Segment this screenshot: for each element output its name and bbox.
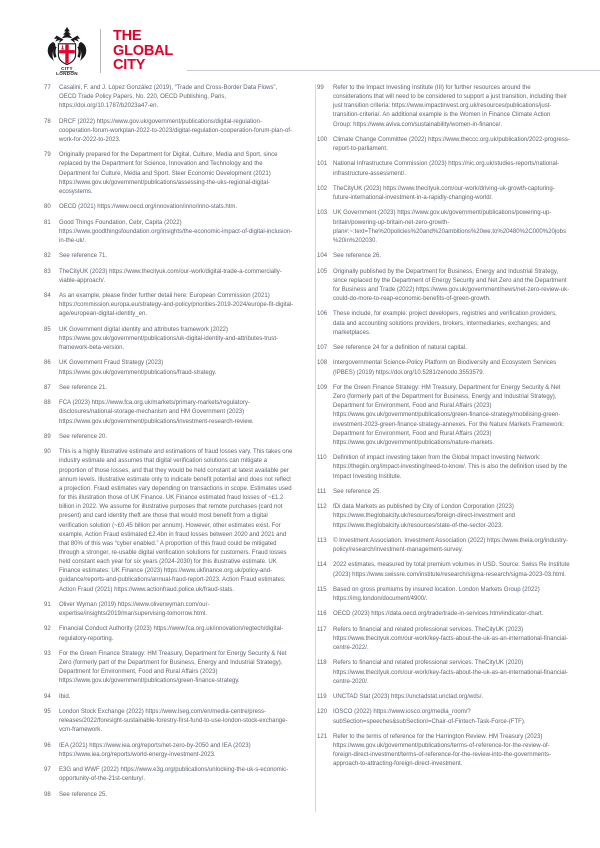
endnote-item: [317, 84, 570, 130]
wordmark-line-the: THE: [113, 28, 142, 45]
endnote-text: UK Government digital identity and attributes framework (2022) https://www.gov.uk/government/publications/uk-digital-identity-and-attributes-trust-framework-beta-version.: [59, 326, 279, 352]
endnote-number: 82: [44, 253, 51, 260]
endnote-number: 93: [44, 650, 51, 657]
endnote-number: 84: [44, 293, 51, 300]
endnote-text: Ibid.: [59, 693, 71, 700]
endnote-number: 97: [44, 767, 51, 774]
endnote-text: These include, for example: project developers, registries and verification providers, data and accounting solutions providers, brokers, intermediaries, exchanges; and marketplaces.: [333, 311, 557, 336]
endnote-number: 87: [44, 384, 51, 391]
endnote-number: 104: [317, 253, 328, 260]
endnote-number: 119: [317, 694, 327, 701]
endnote-number: 92: [44, 626, 51, 633]
endnote-number: 106: [317, 311, 328, 318]
column-divider: [315, 84, 316, 812]
endnote-number: 108: [317, 360, 328, 367]
endnote-item: [317, 561, 570, 579]
endnote-item: [317, 136, 570, 154]
endnote-text: Good Things Foundation, Cebr, Capita (2022) https://www.goodthingsfoundation.org/insights/the-economic-impact-of-digital-inclusion-in-the-uk/.: [59, 219, 293, 244]
endnote-text: FCA (2023) https://www.fca.org.uk/markets/primary-markets/regulatory-disclosures/national-storage-mechanism and HM Government (2023) https://www.gov.uk/government/publications/investment-research-review.: [59, 400, 254, 425]
endnote-number: 90: [44, 449, 51, 456]
endnote-text: UNCTAD Stat (2023) https://unctadstat.unctad.org/wds/.: [333, 694, 484, 701]
endnote-number: 105: [317, 268, 328, 275]
endnote-number: 114: [317, 562, 327, 569]
endnote-text: See reference 25.: [333, 488, 382, 495]
endnote-item: [44, 708, 295, 735]
endnote-number: 121: [317, 733, 328, 740]
endnote-text: This is a highly illustrative estimate and estimations of fraud losses vary. This takes one industry estimate and assumes that digital verification solutions can mitigate a proportion of those losses, and that they would be held constant at latest available per annum levels. Illustrative estimate only to indicate benefit potential and does not reflect a projection. Fraud estimates vary depending on transactions in scope. Estimates used for this illustration those of UK Finance. UK Finance estimated fraud losses of ~£1.2 billion in 2022. We assume for illustrative purposes that remote purchases (card not present) and card identity theft are those that would most benefit from a digital verification solution (~£0.45 billion per annum). However, other estimates exist. For example, Action Fraud estimated £2.4bn in fraud losses between 2020 and 2021 and that 80% of this was “cyber enabled.” A proportion of this fraud could be mitigated through a stronger, re-usable digital verification solutions for customers. Fraud losses held constant each year for six years (2024-2030) for this illustrative estimate. UK Finance estimates: UK Finance (2023) https://www.ukfinance.org.uk/policy-and-guidance/reports-and-publications/annual-fraud-report-2023. Action Fraud estimates: Action Fraud (2021) https://www.actionfraud.police.uk/fraud-stats.: [59, 449, 293, 593]
endnote-text: See reference 25.: [59, 791, 108, 798]
endnote-text: Refers to financial and related professional services. TheCityUK (2023) https://www.thecityuk.com/our-work/key-facts-about-the-uk-as-an-international-financial-centre-2022/.: [333, 626, 568, 652]
endnote-text: E3G and WWF (2022) https://www.e3g.org/publications/unlocking-the-uk-s-economic-opportunity-of-the-21st-century/.: [59, 767, 289, 783]
city-of-london-crest-icon: [44, 26, 90, 76]
endnote-item: [317, 626, 570, 653]
endnote-number: 78: [44, 118, 51, 125]
endnote-text: TheCityUK (2023) https://www.thecityuk.com/our-work/driving-uk-growth-capturing-future-international-investment-in-a-rapidly-changing-world/.: [333, 185, 555, 202]
endnote-item: [44, 84, 295, 111]
endnote-item: [317, 610, 570, 619]
wordmark-line-global: GLOBAL: [113, 42, 174, 59]
endnote-number: 101: [317, 161, 328, 168]
endnote-text: © Investment Association. Investment Association (2022) https://www.theia.org/industry-policy/research/investment-management-survey.: [333, 537, 569, 554]
wordmark-line-city: CITY: [113, 57, 146, 74]
endnote-number: 86: [44, 360, 51, 367]
endnote-text: See reference 20.: [59, 433, 108, 440]
endnote-number: 80: [44, 204, 51, 211]
endnote-number: 98: [44, 791, 51, 798]
endnote-item: [44, 252, 295, 261]
endnote-item: [317, 733, 570, 770]
endnote-item: [44, 625, 295, 643]
endnote-item: [44, 433, 295, 442]
endnote-text: See reference 26.: [333, 253, 382, 260]
endnote-item: [317, 586, 570, 604]
crest-label-london: LONDON: [56, 71, 78, 76]
endnote-item: [317, 708, 570, 726]
endnote-text: IOSCO (2022) https://www.iosco.org/media_room/?subSection=speeches&subSectionI=Chair-of-Fintech-Task-Force-(FTF).: [333, 709, 526, 725]
endnote-item: [317, 693, 570, 702]
brand-logo: [44, 26, 173, 76]
endnote-text: OECD (2021) https://www.oecd.org/innovation/inno/inno-stats.htm.: [59, 204, 238, 211]
endnote-text: Oliver Wyman (2019) https://www.oliverwyman.com/our-expertise/insights/2019/mar/supervising-tomorrow.html.: [59, 601, 210, 618]
endnote-text: Based on gross premiums by insured location. London Markets Group (2022) https://img.london/document/4900/.: [333, 586, 540, 603]
endnotes-column-left: [44, 84, 295, 830]
endnote-item: [44, 118, 295, 145]
endnote-item: [44, 693, 295, 702]
endnote-text: Casalini, F. and J. López González (2019), “Trade and Cross-Border Data Flows”, OECD Trade Policy Papers, No. 220, OECD Publishing, Paris, https://doi.org/10.1787/b2023a47-en.: [59, 85, 278, 110]
endnote-text: London Stock Exchange (2022) https://www.lseg.com/en/media-centre/press-releases/2022/foresight-sustainable-forestry-first-fund-to-use-london-stock-exchange-vcm-framework.: [59, 709, 288, 734]
endnote-item: [317, 310, 570, 337]
endnote-item: [317, 344, 570, 353]
endnote-number: 107: [317, 345, 328, 352]
endnote-item: [44, 791, 295, 800]
endnote-text: Financial Conduct Authority (2023) https://www.fca.org.uk/innovation/regtech/digital-regulatory-reporting.: [59, 626, 284, 642]
endnote-number: 109: [317, 384, 328, 391]
endnote-number: 85: [44, 326, 51, 333]
endnote-number: 88: [44, 400, 51, 407]
endnote-text: For the Green Finance Strategy: HM Treasury, Department for Energy Security & Net Zero (formerly part of the Department for Business, Energy and Industrial Strategy), Department for Environment, Food and Rural Affairs (2023) https://www.gov.uk/government/publications/green-finance-strategy/mobilising-green-investment-2023-green-finance-strategy-annexes. For the Nature Markets Framework: Department for Environment, Food and Rural Affairs (2023) https://www.gov.uk/government/publications/nature-markets.: [333, 384, 565, 446]
endnote-item: [317, 185, 570, 203]
endnote-text: See reference 21.: [59, 384, 108, 391]
endnote-item: [44, 219, 295, 246]
endnote-text: OECD (2023) https://data.oecd.org/trade/trade-in-services.htm#indicator-chart.: [333, 611, 544, 618]
endnote-text: Definition of impact investing taken from the Global Impact Investing Network: https://thegiin.org/impact-investing/need-to-know/. This is also the definition used by the Impact Investing Institute.: [333, 455, 568, 480]
endnotes-column-right: [317, 84, 570, 830]
endnote-item: [317, 503, 570, 530]
endnote-number: 89: [44, 433, 51, 440]
endnote-text: Refer to the Impact Investing Institute (III) for further resources around the considerations that will need to be considered to support a just transition, including their just transition criteria: https://www.impactinvest.org.uk/resources/publications/just-transition-criteria/. An additional example is the Women in Finance Climate Action Group: https://www.aviva.com/sustainability/women-in-finance/.: [333, 85, 567, 128]
endnote-number: 118: [317, 660, 327, 667]
endnote-number: 111: [317, 488, 327, 495]
crest-label-city: CITY: [61, 66, 73, 71]
endnote-number: 96: [44, 742, 51, 749]
endnote-text: UK Government Fraud Strategy (2023) https://www.gov.uk/government/publications/fraud-strategy.: [59, 360, 217, 376]
endnote-text: Originally published by the Department for Business, Energy and Industrial Strategy, since replaced by the Department of Energy Security and Net Zero and the Department for Business and Trade (2022) https://www.gov.uk/government/news/net-zero-review-uk-could-do-more-to-reap-economic-benefits-of-green-growth.: [333, 268, 570, 303]
endnote-item: [44, 448, 295, 595]
endnote-item: [44, 203, 295, 212]
endnote-number: 117: [317, 626, 327, 633]
endnote-number: 113: [317, 537, 327, 544]
endnote-number: 77: [44, 85, 51, 91]
endnote-number: 81: [44, 219, 51, 226]
endnote-number: 91: [44, 601, 51, 608]
page-header: [0, 24, 600, 78]
endnote-item: [44, 742, 295, 760]
endnote-item: [44, 601, 295, 619]
endnote-text: fDi data Markets as published by City of London Corporation (2023) https://www.theglobalcity.uk/resources/foreign-direct-investment and https://www.theglobalcity.uk/resources/state-of-the-sector-2023.: [333, 504, 516, 529]
endnote-number: 79: [44, 152, 51, 159]
endnote-item: [317, 488, 570, 497]
endnotes-container: [44, 84, 580, 830]
endnote-item: [44, 268, 295, 286]
endnote-number: 94: [44, 693, 51, 700]
endnote-number: 116: [317, 611, 327, 618]
endnote-text: Climate Change Committee (2022) https://www.theccc.org.uk/publication/2022-progress-report-to-parliament.: [333, 136, 570, 153]
endnote-text: Intergovernmental Science-Policy Platform on Biodiversity and Ecosystem Services (IPBES) (2019) https://doi.org/10.5281/zenodo.3553579.: [333, 360, 557, 376]
endnote-item: [44, 766, 295, 784]
endnote-item: [44, 384, 295, 393]
endnote-number: 100: [317, 136, 328, 143]
endnote-item: [317, 209, 570, 246]
endnote-text: TheCityUK (2023) https://www.thecityuk.com/our-work/digital-trade-a-commercially-viable-approach/.: [59, 268, 282, 284]
endnote-item: [317, 160, 570, 178]
endnote-item: [317, 454, 570, 481]
endnote-item: [317, 384, 570, 448]
endnote-number: 95: [44, 709, 51, 716]
endnote-item: [44, 359, 295, 377]
endnote-text: For the Green Finance Strategy: HM Treasury, Department for Energy Security & Net Zero (formerly part of the Department for Business, Energy and Industrial Strategy), Department for Environment, Food and Rural Affairs (2023) https://www.gov.uk/government/publications/green-finance-strategy.: [59, 650, 287, 685]
endnote-number: 120: [317, 709, 328, 716]
endnote-text: National Infrastructure Commission (2023) https://nic.org.uk/studies-reports/national-infrastructure-assessment/.: [333, 161, 560, 177]
endnote-text: See reference 71.: [59, 253, 108, 260]
endnote-item: [317, 659, 570, 686]
endnote-text: DRCF (2022) https://www.gov.uk/government/publications/digital-regulation-cooperation-forum-workplan-2022-to-2023/digital-regulation-cooperation-forum-plan-of-work-for-2022-to-2023.: [59, 118, 292, 143]
endnote-number: 115: [317, 586, 327, 593]
endnote-text: Refer to the terms of reference for the Harrington Review. HM Treasury (2023) https://www.gov.uk/government/publications/terms-of-reference-for-the-review-of-foreign-direct-investment/terms-of-reference-for-the-review-into-the-governments-approach-to-attracting-foreign-direct-investment.: [333, 733, 552, 768]
wordmark: [113, 29, 173, 73]
endnote-item: [44, 326, 295, 353]
endnote-text: IEA (2021) https://www.iea.org/reports/net-zero-by-2050 and IEA (2023) https://www.iea.org/reports/world-energy-investment-2023.: [59, 742, 251, 758]
endnote-item: [44, 650, 295, 687]
endnote-item: [44, 151, 295, 197]
endnote-item: [317, 268, 570, 305]
endnote-item: [317, 252, 570, 261]
endnote-number: 112: [317, 504, 327, 511]
endnote-text: UK Government (2023) https://www.gov.uk/government/publications/powering-up-britain/powering-up-britain-net-zero-growth-plan#:~:text=The%20policies%20and%20ambitions%20we,to%20480%2C000%20jobs%20in%202030.: [333, 210, 566, 244]
endnote-number: 103: [317, 210, 328, 217]
endnote-text: Originally prepared for the Department for Digital, Culture, Media and Sport, since replaced by the Department for Science, Innovation and Technology and the Department for Culture, Media and Sport. Steer Economic Development (2021) https://www.gov.uk/government/publications/assessing-the-uks-regional-digital-ecosystems.: [59, 152, 278, 195]
endnote-number: 99: [317, 85, 324, 91]
logo-divider: [100, 29, 101, 73]
endnote-number: 110: [317, 455, 327, 462]
endnote-text: 2022 estimates, measured by total premium volumes in USD. Source: Swiss Re Institute (2023) https://www.swissre.com/institute/research/sigma-research/sigma-2023-03.html.: [333, 562, 570, 578]
endnote-item: [44, 399, 295, 426]
endnote-item: [317, 537, 570, 555]
endnote-item: [44, 292, 295, 319]
endnote-number: 83: [44, 268, 51, 275]
endnote-text: As an example, please finder further detail here: European Commission (2021) https://commission.europa.eu/strategy-and-policy/priorities-2019-2024/europe-fit-digital-age/european-digital-identity_en.: [59, 293, 294, 318]
endnote-number: 102: [317, 185, 328, 192]
header-rule: [187, 70, 600, 71]
endnote-item: [317, 359, 570, 377]
endnote-text: Refers to financial and related professional services. TheCityUK (2020) https://www.thecityuk.com/our-work/key-facts-about-the-uk-as-an-international-financial-centre-2020/.: [333, 660, 568, 685]
endnote-text: See reference 24 for a definition of natural capital.: [333, 345, 467, 352]
